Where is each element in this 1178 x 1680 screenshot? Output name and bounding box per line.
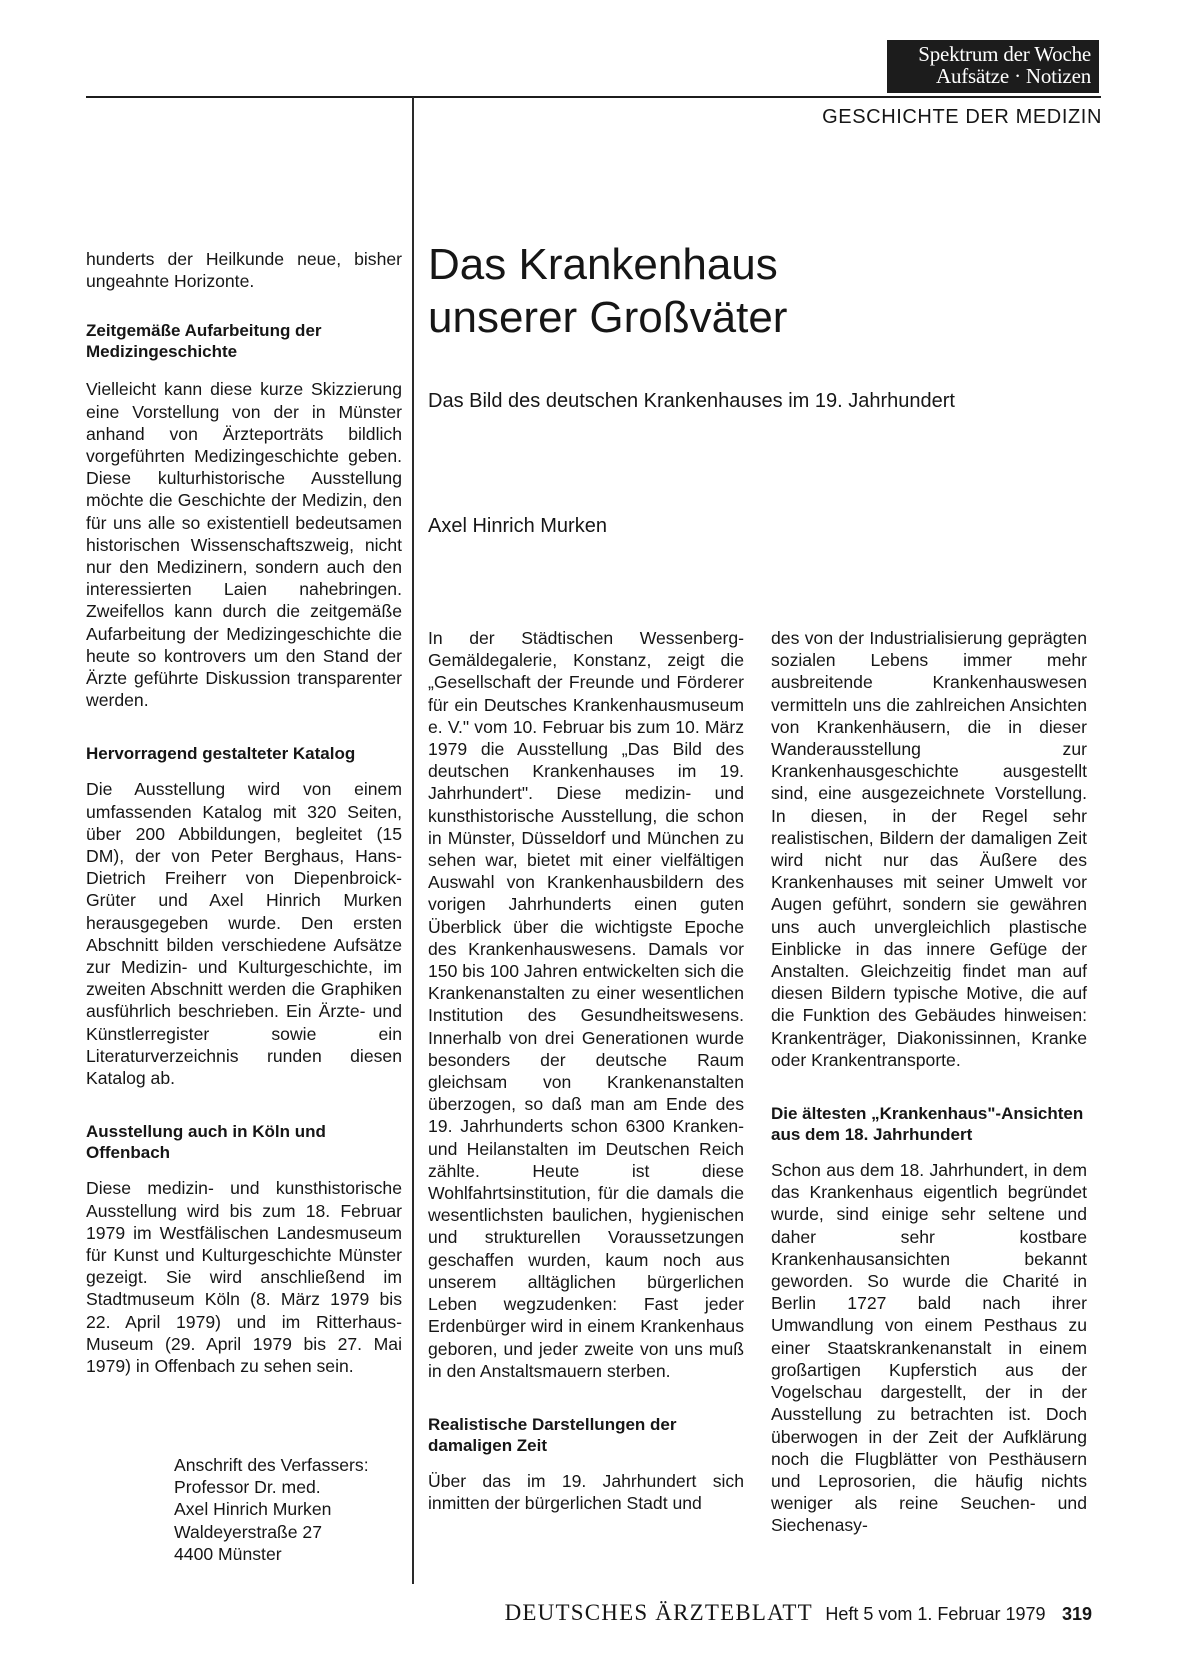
page-footer — [0, 1600, 1092, 1626]
address-line: Anschrift des Verfassers: — [174, 1455, 369, 1475]
journal-name: DEUTSCHES ÄRZTEBLATT — [504, 1600, 813, 1625]
title-line-2: unserer Großväter — [428, 293, 788, 342]
address-line: Axel Hinrich Murken — [174, 1499, 332, 1520]
subheading: Zeitgemäße Aufarbeitung der Medizingeschichte — [86, 321, 322, 362]
address-line: Waldeyerstraße 27 — [174, 1521, 322, 1542]
title-line-1: Das Krankenhaus — [428, 240, 778, 289]
paragraph: Die Ausstellung wird von einem umfassenden Katalog mit 320 Seiten, über 200 Abbildungen, begleitet (15 DM), der von Peter Berghaus, Hans-Dietrich Freiherr von Diepenbroick-Grüter und Axel Hinrich Murken herausgegeben wurde. Den ersten Abschnitt bilden verschiedene Aufsätze zur Medizin- und Kulturgeschichte, im zweiten Abschnitt werden die Graphiken ausführlich beschrieben. Ein Ärzte- und Künstlerregister sowie ein Literaturverzeichnis runden diesen Katalog ab. — [86, 779, 402, 1089]
section-badge — [887, 40, 1099, 93]
article-subtitle: Das Bild des deutschen Krankenhauses im 19. Jahrhundert — [428, 390, 955, 412]
paragraph: des von der Industrialisierung geprägten sozialen Lebens immer mehr ausbreitende Krankenhauswesen vermitteln uns die zahlreichen Ansichten von Krankenhäusern, die in dieser Wanderausstellung zur Krankenhausgeschichte ausgestellt sind, eine ausgezeichnete Vorstellung. In diesen, in der Regel sehr realistischen, Bildern der damaligen Zeit wird nicht nur das Äußere des Krankenhauses mit seiner Umwelt vor Augen geführt, sondern sie gewähren uns auch unvergleichlich plastische Einblicke in das innere Gefüge der Anstalten. Gleichzeitig findet man auf diesen Bildern typische Motive, die auf die Funktion des Gebäudes hinweisen: Krankenträger, Diakonissinnen, Kranke oder Krankentransporte. — [771, 628, 1087, 1070]
column-middle — [428, 627, 744, 1514]
subheading: Hervorragend gestalteter Katalog — [86, 744, 356, 764]
column-right — [771, 627, 1087, 1537]
page-number: 319 — [1061, 1604, 1092, 1624]
header-rule — [86, 96, 1101, 98]
paragraph: In der Städtischen Wessenberg-Gemäldegalerie, Konstanz, zeigt die „Gesellschaft der Freunde und Förderer für ein Deutsches Krankenhausmuseum e. V." vom 10. Februar bis zum 10. März 1979 die Ausstellung „Das Bild des deutschen Krankenhauses im 19. Jahrhundert". Diese medizin- und kunsthistorische Ausstellung, die schon in Münster, Düsseldorf und München zu sehen war, bietet mit einer vielfältigen Auswahl von Krankenhausbildern des vorigen Jahrhunderts einen guten Überblick über die wichtigste Epoche des Krankenhauswesens. Damals vor 150 bis 100 Jahren entwickelten sich die Krankenanstalten zu einer wesentlichen Institution des Gesundheitswesens. Innerhalb von drei Generationen wurde besonders der deutsche Raum gleichsam von Krankenanstalten überzogen, so daß man am Ende des 19. Jahrhunderts schon 6300 Kranken- und Heilanstalten im Deutschen Reich zählte. Heute ist diese Wohlfahrtsinstitution, für die damals die wesentlichsten baulichen, hygienischen und strukturellen Voraussetzungen geschaffen wurden, kaum noch aus unserem alltäglichen bürgerlichen Leben wegzudenken: Fast jeder Erdenbürger wird in einem Krankenhaus geboren, und jeder zweite von uns muß in den Anstaltsmauern sterben. — [428, 628, 744, 1381]
badge-line-2: Aufsätze · Notizen — [936, 64, 1091, 88]
paragraph: Über das im 19. Jahrhundert sich inmitten der bürgerlichen Stadt und — [428, 1470, 744, 1514]
subheading: Realistische Darstellungen der damaligen Zeit — [428, 1414, 677, 1455]
paragraph: Schon aus dem 18. Jahrhundert, in dem das Krankenhaus eigentlich begründet wurde, sind einige sehr seltene und daher sehr kostbare Krankenhausansichten bekannt geworden. So wurde die Charité in Berlin 1727 bald nach ihrer Umwandlung von einem Pesthaus zu einer Staatskrankenanstalt in einem großartigen Kupferstich aus der Vogelschau dargestellt, der in der Ausstellung zu betrachten ist. Doch überwogen in der Zeit der Aufklärung noch die Flugblätter von Pesthäusern und Leprosorien, die häufig nichts weniger als reine Seuchen- und Siechenasy- — [771, 1160, 1087, 1536]
paragraph: Diese medizin- und kunsthistorische Ausstellung wird bis zum 18. Februar 1979 im Westfälischen Landesmuseum für Kunst und Kulturgeschichte Münster gezeigt. Sie wird anschließend im Stadtmuseum Köln (8. März 1979 bis 22. April 1979) und im Ritterhaus-Museum (29. April 1979 bis 27. Mai 1979) in Offenbach zu sehen sein. — [86, 1178, 402, 1376]
address-line: Professor Dr. med. — [174, 1477, 321, 1498]
article-author: Axel Hinrich Murken — [428, 515, 607, 537]
badge-line-1: Spektrum der Woche — [918, 42, 1091, 66]
subheading: Die ältesten „Krankenhaus"-Ansichten aus dem 18. Jahrhundert — [771, 1104, 1084, 1145]
article-title — [428, 238, 787, 344]
column-rule — [412, 97, 414, 1584]
section-label: GESCHICHTE DER MEDIZIN — [822, 106, 1102, 128]
author-address — [174, 1454, 369, 1565]
issue-info: Heft 5 vom 1. Februar 1979 — [825, 1604, 1046, 1624]
address-line: 4400 Münster — [174, 1543, 282, 1564]
paragraph: hunderts der Heilkunde neue, bisher ungeahnte Horizonte. — [86, 249, 402, 292]
subheading: Ausstellung auch in Köln und Offenbach — [86, 1122, 326, 1163]
column-left — [86, 248, 402, 1377]
paragraph: Vielleicht kann diese kurze Skizzierung eine Vorstellung von der in Münster anhand von Ärzteporträts bildlich vorgeführten Medizingeschichte geben. Diese kulturhistorische Ausstellung möchte die Geschichte der Medizin, den für uns alle so existentiell bedeutsamen historischen Wissenschaftszweig, nicht nur den Medizinern, sondern auch den interessierten Laien nahebringen. Zweifellos kann durch die zeitgemäße Aufarbeitung der Medizingeschichte die heute so kontrovers um den Stand der Ärzte geführte Diskussion transparenter werden. — [86, 379, 402, 711]
